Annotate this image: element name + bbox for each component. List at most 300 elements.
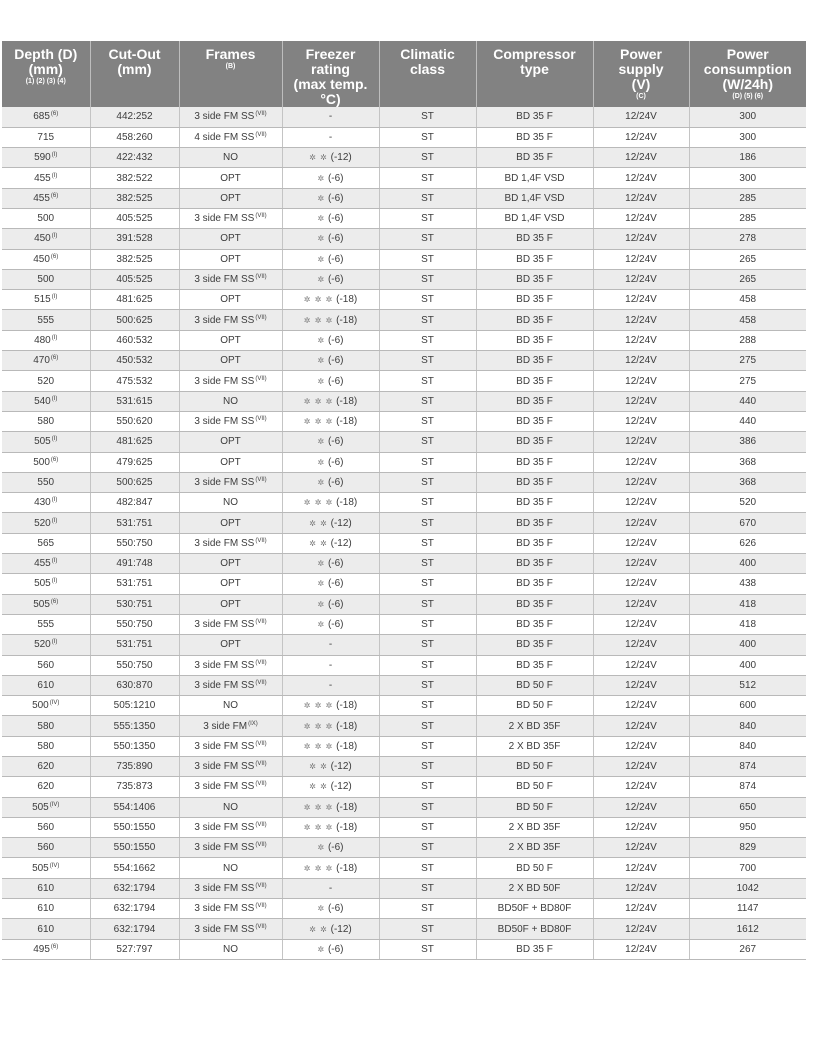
frames-note: (VII) <box>255 822 267 829</box>
freezer-rating-value: (-6) <box>327 903 344 915</box>
climatic-value: ST <box>421 436 434 448</box>
table-row <box>2 797 806 817</box>
cutout-value: 458:260 <box>116 131 153 143</box>
depth-value: 520 <box>34 517 51 529</box>
freezer-rating-value: (-12) <box>330 152 352 164</box>
climatic-value: ST <box>421 943 434 955</box>
depth-value: 455 <box>34 558 51 570</box>
cell-climatic-class <box>379 432 476 452</box>
cell-depth <box>2 716 90 736</box>
cell-cutout <box>90 168 179 188</box>
cell-power-consumption <box>689 878 806 898</box>
supply-value: 12/24V <box>625 700 657 712</box>
climatic-value: ST <box>421 131 434 143</box>
climatic-value: ST <box>421 923 434 935</box>
cell-freezer-rating <box>282 411 379 431</box>
freezer-star-icons: ✲ <box>317 559 326 569</box>
cell-freezer-rating <box>282 878 379 898</box>
climatic-value: ST <box>421 558 434 570</box>
compressor-value: BD 35 F <box>516 355 553 367</box>
power-value: 265 <box>739 274 757 286</box>
cell-depth <box>2 472 90 492</box>
freezer-star-icons: ✲ <box>317 254 326 264</box>
supply-value: 12/24V <box>625 375 657 387</box>
supply-value: 12/24V <box>625 639 657 651</box>
freezer-rating-value: (-6) <box>327 943 344 955</box>
cell-freezer-rating <box>282 127 379 147</box>
compressor-value: BD 35 F <box>516 233 553 245</box>
cell-climatic-class <box>379 513 476 533</box>
cutout-value: 491:748 <box>116 558 153 570</box>
cell-climatic-class <box>379 757 476 777</box>
cell-power-consumption <box>689 351 806 371</box>
cell-depth <box>2 858 90 878</box>
cell-power-consumption <box>689 716 806 736</box>
supply-value: 12/24V <box>625 517 657 529</box>
freezer-star-icons: ✲ ✲ ✲ <box>303 741 334 751</box>
frames-note: (VII) <box>255 131 267 138</box>
power-value: 368 <box>739 456 757 468</box>
frames-note: (VII) <box>255 619 267 626</box>
supply-value: 12/24V <box>625 781 657 793</box>
cell-power-consumption <box>689 757 806 777</box>
freezer-star-icons: ✲ ✲ ✲ <box>303 701 334 711</box>
freezer-star-icons: ✲ <box>317 477 326 487</box>
cell-cutout <box>90 432 179 452</box>
frames-note: (VII) <box>255 882 267 889</box>
cell-freezer-rating <box>282 351 379 371</box>
table-row <box>2 757 806 777</box>
cell-climatic-class <box>379 107 476 127</box>
cutout-value: 405:525 <box>116 274 153 286</box>
cell-freezer-rating <box>282 472 379 492</box>
cell-cutout <box>90 249 179 269</box>
cell-frames <box>179 939 282 959</box>
cell-frames <box>179 899 282 919</box>
power-value: 1147 <box>736 903 759 915</box>
cell-frames <box>179 310 282 330</box>
compressor-value: BD 1,4F VSD <box>504 213 565 225</box>
cell-frames <box>179 391 282 411</box>
climatic-value: ST <box>421 781 434 793</box>
power-value: 265 <box>739 253 757 265</box>
cell-frames <box>179 858 282 878</box>
cell-power-supply <box>593 817 689 837</box>
cell-depth <box>2 817 90 837</box>
cell-power-consumption <box>689 858 806 878</box>
freezer-star-icons: ✲ <box>317 904 326 914</box>
climatic-value: ST <box>421 679 434 691</box>
cell-cutout <box>90 330 179 350</box>
freezer-star-icons: ✲ ✲ ✲ <box>303 295 334 305</box>
cell-cutout <box>90 899 179 919</box>
cell-power-consumption <box>689 127 806 147</box>
freezer-rating-value: (-6) <box>327 619 344 631</box>
cell-climatic-class <box>379 736 476 756</box>
cell-power-supply <box>593 452 689 472</box>
compressor-value: BD 35 F <box>516 334 553 346</box>
cell-climatic-class <box>379 391 476 411</box>
cell-cutout <box>90 351 179 371</box>
cell-cutout <box>90 148 179 168</box>
power-value: 700 <box>739 862 757 874</box>
cell-depth <box>2 878 90 898</box>
power-value: 950 <box>739 822 757 834</box>
cell-cutout <box>90 127 179 147</box>
depth-note: (I) <box>51 517 58 524</box>
power-value: 418 <box>739 598 757 610</box>
cell-power-supply <box>593 107 689 127</box>
depth-value: 505 <box>32 862 49 874</box>
cell-freezer-rating <box>282 554 379 574</box>
power-value: 626 <box>739 537 757 549</box>
depth-value: 455 <box>33 192 50 204</box>
cell-freezer-rating <box>282 229 379 249</box>
frames-note: (VII) <box>255 679 267 686</box>
climatic-value: ST <box>421 111 434 123</box>
cell-climatic-class <box>379 269 476 289</box>
cutout-value: 630:870 <box>116 679 153 691</box>
cell-cutout <box>90 574 179 594</box>
cell-freezer-rating <box>282 107 379 127</box>
supply-value: 12/24V <box>625 862 657 874</box>
cutout-value: 632:1794 <box>113 923 156 935</box>
supply-value: 12/24V <box>625 720 657 732</box>
cell-freezer-rating <box>282 716 379 736</box>
table-row <box>2 675 806 695</box>
supply-value: 12/24V <box>625 213 657 225</box>
climatic-value: ST <box>421 862 434 874</box>
cell-compressor <box>476 107 593 127</box>
cell-compressor <box>476 330 593 350</box>
cell-depth <box>2 127 90 147</box>
climatic-value: ST <box>421 233 434 245</box>
depth-note: (I) <box>51 497 58 504</box>
climatic-value: ST <box>421 801 434 813</box>
cell-compressor <box>476 736 593 756</box>
cell-power-supply <box>593 838 689 858</box>
cutout-value: 482:847 <box>116 497 153 509</box>
frames-note: (VII) <box>255 416 267 423</box>
cell-frames <box>179 919 282 939</box>
table-row <box>2 838 806 858</box>
cell-power-supply <box>593 290 689 310</box>
power-value: 600 <box>739 700 757 712</box>
depth-value: 610 <box>37 679 55 691</box>
frames-value: NO <box>223 395 238 407</box>
frames-value: NO <box>223 801 238 813</box>
depth-value: 505 <box>33 598 50 610</box>
cell-freezer-rating <box>282 899 379 919</box>
freezer-rating-value: (-18) <box>336 700 358 712</box>
cell-compressor <box>476 533 593 553</box>
cell-frames <box>179 777 282 797</box>
compressor-value: BD 35 F <box>516 558 553 570</box>
supply-value: 12/24V <box>625 619 657 631</box>
cell-depth <box>2 411 90 431</box>
frames-note: (VII) <box>255 659 267 666</box>
cell-cutout <box>90 229 179 249</box>
compressor-value: BD 35 F <box>516 517 553 529</box>
cell-power-consumption <box>689 696 806 716</box>
cell-compressor <box>476 229 593 249</box>
cell-freezer-rating <box>282 696 379 716</box>
cutout-value: 735:890 <box>116 761 153 773</box>
climatic-value: ST <box>421 274 434 286</box>
table-row <box>2 614 806 634</box>
cutout-value: 442:252 <box>116 111 153 123</box>
frames-value: 3 side FM SS <box>194 416 255 428</box>
compressor-value: BD 35 F <box>516 152 553 164</box>
cell-power-supply <box>593 655 689 675</box>
frames-value: OPT <box>220 456 241 468</box>
header-climatic-class <box>379 41 476 107</box>
freezer-star-icons: ✲ ✲ <box>309 762 328 772</box>
cell-cutout <box>90 817 179 837</box>
frames-value: OPT <box>220 355 241 367</box>
cell-power-supply <box>593 919 689 939</box>
depth-value: 685 <box>33 111 50 123</box>
table-row <box>2 513 806 533</box>
depth-note: (6) <box>50 456 59 463</box>
freezer-rating-value: (-6) <box>327 578 344 590</box>
cell-power-consumption <box>689 919 806 939</box>
cell-depth <box>2 168 90 188</box>
frames-note: (VII) <box>255 111 267 118</box>
depth-note: (6) <box>50 192 59 199</box>
cell-compressor <box>476 919 593 939</box>
cutout-value: 530:751 <box>116 598 153 610</box>
depth-value: 500 <box>33 456 50 468</box>
cell-cutout <box>90 554 179 574</box>
depth-note: (I) <box>51 578 58 585</box>
cell-power-consumption <box>689 513 806 533</box>
freezer-star-icons: ✲ <box>317 275 326 285</box>
cell-freezer-rating <box>282 574 379 594</box>
cell-cutout <box>90 594 179 614</box>
frames-value: NO <box>223 862 238 874</box>
cell-freezer-rating <box>282 148 379 168</box>
freezer-star-icons: ✲ ✲ <box>309 518 328 528</box>
supply-value: 12/24V <box>625 822 657 834</box>
cell-freezer-rating <box>282 249 379 269</box>
cell-climatic-class <box>379 127 476 147</box>
frames-value: 3 side FM SS <box>194 781 255 793</box>
cell-freezer-rating <box>282 939 379 959</box>
frames-value: 3 side FM SS <box>194 903 255 915</box>
cell-freezer-rating <box>282 817 379 837</box>
frames-value: OPT <box>220 334 241 346</box>
depth-value: 580 <box>37 416 55 428</box>
cell-depth <box>2 838 90 858</box>
cell-compressor <box>476 472 593 492</box>
frames-note: (VII) <box>255 314 267 321</box>
cell-depth <box>2 554 90 574</box>
cell-compressor <box>476 574 593 594</box>
table-row <box>2 310 806 330</box>
supply-value: 12/24V <box>625 882 657 894</box>
frames-value: 3 side FM SS <box>194 679 255 691</box>
depth-note: (I) <box>51 639 58 646</box>
cell-depth <box>2 757 90 777</box>
cell-power-supply <box>593 635 689 655</box>
cell-power-supply <box>593 513 689 533</box>
freezer-star-icons: ✲ ✲ ✲ <box>303 315 334 325</box>
freezer-star-icons: ✲ ✲ ✲ <box>303 823 334 833</box>
cell-power-supply <box>593 249 689 269</box>
compressor-value: BD 35 F <box>516 111 553 123</box>
freezer-rating-value: (-6) <box>327 476 344 488</box>
cutout-value: 554:1406 <box>113 801 156 813</box>
compressor-value: BD 35 F <box>516 659 553 671</box>
cell-frames <box>179 838 282 858</box>
cell-power-consumption <box>689 208 806 228</box>
cell-frames <box>179 716 282 736</box>
depth-value: 555 <box>37 314 55 326</box>
climatic-value: ST <box>421 375 434 387</box>
depth-note: (6) <box>50 111 59 118</box>
supply-value: 12/24V <box>625 456 657 468</box>
cell-power-supply <box>593 899 689 919</box>
cell-freezer-rating <box>282 168 379 188</box>
cell-freezer-rating <box>282 391 379 411</box>
cell-power-supply <box>593 614 689 634</box>
header-note: (D) (5) (6) <box>732 93 764 100</box>
depth-value: 430 <box>34 497 51 509</box>
cell-cutout <box>90 919 179 939</box>
freezer-rating-value: - <box>328 111 333 123</box>
frames-value: 3 side FM SS <box>194 111 255 123</box>
depth-value: 505 <box>34 436 51 448</box>
cell-frames <box>179 249 282 269</box>
climatic-value: ST <box>421 720 434 732</box>
freezer-rating-value: (-18) <box>336 801 358 813</box>
cell-depth <box>2 148 90 168</box>
cell-depth <box>2 919 90 939</box>
freezer-rating-value: (-6) <box>327 253 344 265</box>
table-row <box>2 290 806 310</box>
supply-value: 12/24V <box>625 476 657 488</box>
frames-value: 3 side FM SS <box>194 842 255 854</box>
cell-depth <box>2 432 90 452</box>
cell-depth <box>2 736 90 756</box>
cell-cutout <box>90 452 179 472</box>
cell-compressor <box>476 757 593 777</box>
cell-freezer-rating <box>282 777 379 797</box>
frames-value: 3 side FM SS <box>194 213 255 225</box>
header-label: Power supply (V) <box>618 46 664 92</box>
freezer-star-icons: ✲ <box>317 234 326 244</box>
frames-value: OPT <box>220 598 241 610</box>
cell-power-supply <box>593 269 689 289</box>
compressor-value: 2 X BD 35F <box>508 842 561 854</box>
header-freezer-rating <box>282 41 379 107</box>
power-value: 1042 <box>736 882 759 894</box>
cell-frames <box>179 107 282 127</box>
cell-depth <box>2 188 90 208</box>
cutout-value: 555:1350 <box>113 720 156 732</box>
supply-value: 12/24V <box>625 395 657 407</box>
frames-note: (VII) <box>255 781 267 788</box>
power-value: 520 <box>739 497 757 509</box>
cell-power-supply <box>593 797 689 817</box>
cell-compressor <box>476 371 593 391</box>
cell-climatic-class <box>379 574 476 594</box>
cell-power-supply <box>593 472 689 492</box>
power-value: 438 <box>739 578 757 590</box>
depth-value: 455 <box>34 172 51 184</box>
cell-power-supply <box>593 696 689 716</box>
frames-value: 3 side FM SS <box>194 314 255 326</box>
climatic-value: ST <box>421 842 434 854</box>
depth-value: 620 <box>37 761 55 773</box>
cell-cutout <box>90 188 179 208</box>
climatic-value: ST <box>421 598 434 610</box>
cutout-value: 500:625 <box>116 314 153 326</box>
depth-value: 565 <box>37 537 55 549</box>
cell-power-consumption <box>689 939 806 959</box>
cutout-value: 735:873 <box>116 781 153 793</box>
cell-freezer-rating <box>282 432 379 452</box>
supply-value: 12/24V <box>625 172 657 184</box>
cell-power-supply <box>593 878 689 898</box>
cell-depth <box>2 939 90 959</box>
cell-frames <box>179 472 282 492</box>
cell-compressor <box>476 655 593 675</box>
power-value: 650 <box>739 801 757 813</box>
supply-value: 12/24V <box>625 355 657 367</box>
freezer-star-icons: ✲ ✲ <box>309 153 328 163</box>
cell-compressor <box>476 939 593 959</box>
frames-value: 3 side FM SS <box>194 476 255 488</box>
cell-freezer-rating <box>282 655 379 675</box>
header-note: (1) (2) (3) (4) <box>25 78 66 85</box>
cell-compressor <box>476 614 593 634</box>
table-row <box>2 391 806 411</box>
table-row <box>2 716 806 736</box>
cutout-value: 554:1662 <box>113 862 156 874</box>
cell-power-consumption <box>689 574 806 594</box>
cell-frames <box>179 513 282 533</box>
supply-value: 12/24V <box>625 497 657 509</box>
compressor-value: BD 50 F <box>516 862 553 874</box>
cutout-value: 550:620 <box>116 416 153 428</box>
freezer-rating-value: - <box>328 882 333 894</box>
cell-power-consumption <box>689 148 806 168</box>
cell-power-supply <box>593 127 689 147</box>
compressor-value: BD 1,4F VSD <box>504 172 565 184</box>
cell-cutout <box>90 878 179 898</box>
supply-value: 12/24V <box>625 537 657 549</box>
cell-climatic-class <box>379 655 476 675</box>
cell-climatic-class <box>379 858 476 878</box>
cell-power-consumption <box>689 736 806 756</box>
table-row <box>2 939 806 959</box>
header-label: Power consumption (W/24h) <box>703 46 792 92</box>
compressor-value: BD 50 F <box>516 761 553 773</box>
cell-power-supply <box>593 330 689 350</box>
cell-frames <box>179 371 282 391</box>
freezer-star-icons: ✲ <box>317 173 326 183</box>
depth-value: 560 <box>37 822 55 834</box>
depth-value: 500 <box>37 213 55 225</box>
freezer-rating-value: (-6) <box>327 192 344 204</box>
power-value: 874 <box>739 761 757 773</box>
depth-value: 500 <box>37 274 55 286</box>
cell-depth <box>2 797 90 817</box>
cell-power-consumption <box>689 594 806 614</box>
cell-power-supply <box>593 554 689 574</box>
